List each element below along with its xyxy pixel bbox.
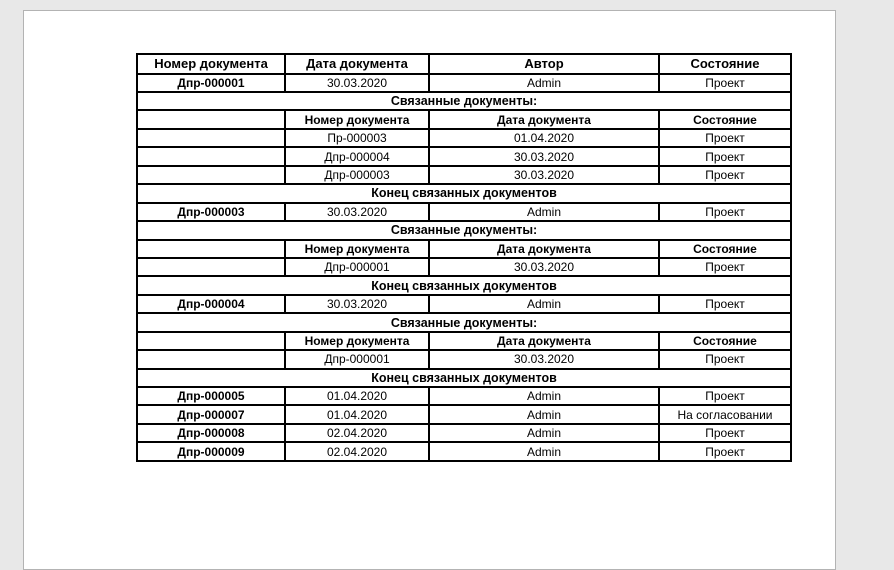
document-author: Admin xyxy=(429,295,659,313)
document-state: Проект xyxy=(659,295,791,313)
related-document-number: Пр-000003 xyxy=(285,129,429,147)
subrow-row xyxy=(137,147,791,165)
related-document-number: Дпр-000001 xyxy=(285,258,429,276)
related-document-state: Проект xyxy=(659,166,791,184)
empty-cell xyxy=(137,110,285,128)
document-state: Проект xyxy=(659,387,791,405)
document-author: Admin xyxy=(429,74,659,92)
doc-row xyxy=(137,203,791,221)
doc-row xyxy=(137,442,791,461)
column-header: Дата документа xyxy=(285,54,429,74)
document-date: 01.04.2020 xyxy=(285,405,429,423)
report-page xyxy=(23,10,836,570)
document-date: 02.04.2020 xyxy=(285,424,429,442)
document-date: 02.04.2020 xyxy=(285,442,429,461)
related-document-number: Дпр-000003 xyxy=(285,166,429,184)
doc-row xyxy=(137,405,791,423)
related-document-number: Дпр-000004 xyxy=(285,147,429,165)
related-document-state: Проект xyxy=(659,129,791,147)
subrow-row xyxy=(137,350,791,368)
doc-row xyxy=(137,74,791,92)
doc-row xyxy=(137,295,791,313)
empty-cell xyxy=(137,332,285,350)
empty-cell xyxy=(137,129,285,147)
related-document-date: 30.03.2020 xyxy=(429,147,659,165)
document-state: Проект xyxy=(659,424,791,442)
sub-column-header: Состояние xyxy=(659,240,791,258)
subrow-row xyxy=(137,166,791,184)
document-number: Дпр-000001 xyxy=(137,74,285,92)
empty-cell xyxy=(137,350,285,368)
sub-column-header: Дата документа xyxy=(429,332,659,350)
sub-column-header: Номер документа xyxy=(285,332,429,350)
document-number: Дпр-000009 xyxy=(137,442,285,461)
related-document-state: Проект xyxy=(659,147,791,165)
related-document-date: 01.04.2020 xyxy=(429,129,659,147)
section-label: Связанные документы: xyxy=(137,313,791,331)
section-label: Связанные документы: xyxy=(137,221,791,239)
related-document-number: Дпр-000001 xyxy=(285,350,429,368)
document-state: Проект xyxy=(659,74,791,92)
empty-cell xyxy=(137,258,285,276)
column-header: Состояние xyxy=(659,54,791,74)
sub-column-header: Номер документа xyxy=(285,110,429,128)
document-state: На согласовании xyxy=(659,405,791,423)
section-row xyxy=(137,92,791,110)
subheader-row xyxy=(137,332,791,350)
section-label: Конец связанных документов xyxy=(137,276,791,294)
document-author: Admin xyxy=(429,387,659,405)
section-row xyxy=(137,313,791,331)
related-document-date: 30.03.2020 xyxy=(429,166,659,184)
sub-column-header: Состояние xyxy=(659,110,791,128)
sub-column-header: Номер документа xyxy=(285,240,429,258)
subheader-row xyxy=(137,240,791,258)
documents-report-table xyxy=(136,53,792,462)
document-number: Дпр-000004 xyxy=(137,295,285,313)
related-document-state: Проект xyxy=(659,258,791,276)
document-date: 01.04.2020 xyxy=(285,387,429,405)
related-document-state: Проект xyxy=(659,350,791,368)
related-document-date: 30.03.2020 xyxy=(429,258,659,276)
document-author: Admin xyxy=(429,424,659,442)
empty-cell xyxy=(137,166,285,184)
empty-cell xyxy=(137,240,285,258)
doc-row xyxy=(137,424,791,442)
sub-column-header: Состояние xyxy=(659,332,791,350)
header-row xyxy=(137,54,791,74)
document-number: Дпр-000007 xyxy=(137,405,285,423)
document-author: Admin xyxy=(429,405,659,423)
section-label: Связанные документы: xyxy=(137,92,791,110)
sub-column-header: Дата документа xyxy=(429,110,659,128)
related-document-date: 30.03.2020 xyxy=(429,350,659,368)
document-number: Дпр-000005 xyxy=(137,387,285,405)
subrow-row xyxy=(137,258,791,276)
column-header: Автор xyxy=(429,54,659,74)
subrow-row xyxy=(137,129,791,147)
document-state: Проект xyxy=(659,203,791,221)
section-row xyxy=(137,276,791,294)
section-label: Конец связанных документов xyxy=(137,184,791,202)
section-row xyxy=(137,221,791,239)
document-state: Проект xyxy=(659,442,791,461)
document-date: 30.03.2020 xyxy=(285,295,429,313)
column-header: Номер документа xyxy=(137,54,285,74)
sub-column-header: Дата документа xyxy=(429,240,659,258)
document-date: 30.03.2020 xyxy=(285,74,429,92)
section-row xyxy=(137,369,791,387)
subheader-row xyxy=(137,110,791,128)
document-author: Admin xyxy=(429,442,659,461)
document-number: Дпр-000008 xyxy=(137,424,285,442)
document-number: Дпр-000003 xyxy=(137,203,285,221)
doc-row xyxy=(137,387,791,405)
document-date: 30.03.2020 xyxy=(285,203,429,221)
section-row xyxy=(137,184,791,202)
empty-cell xyxy=(137,147,285,165)
section-label: Конец связанных документов xyxy=(137,369,791,387)
document-author: Admin xyxy=(429,203,659,221)
